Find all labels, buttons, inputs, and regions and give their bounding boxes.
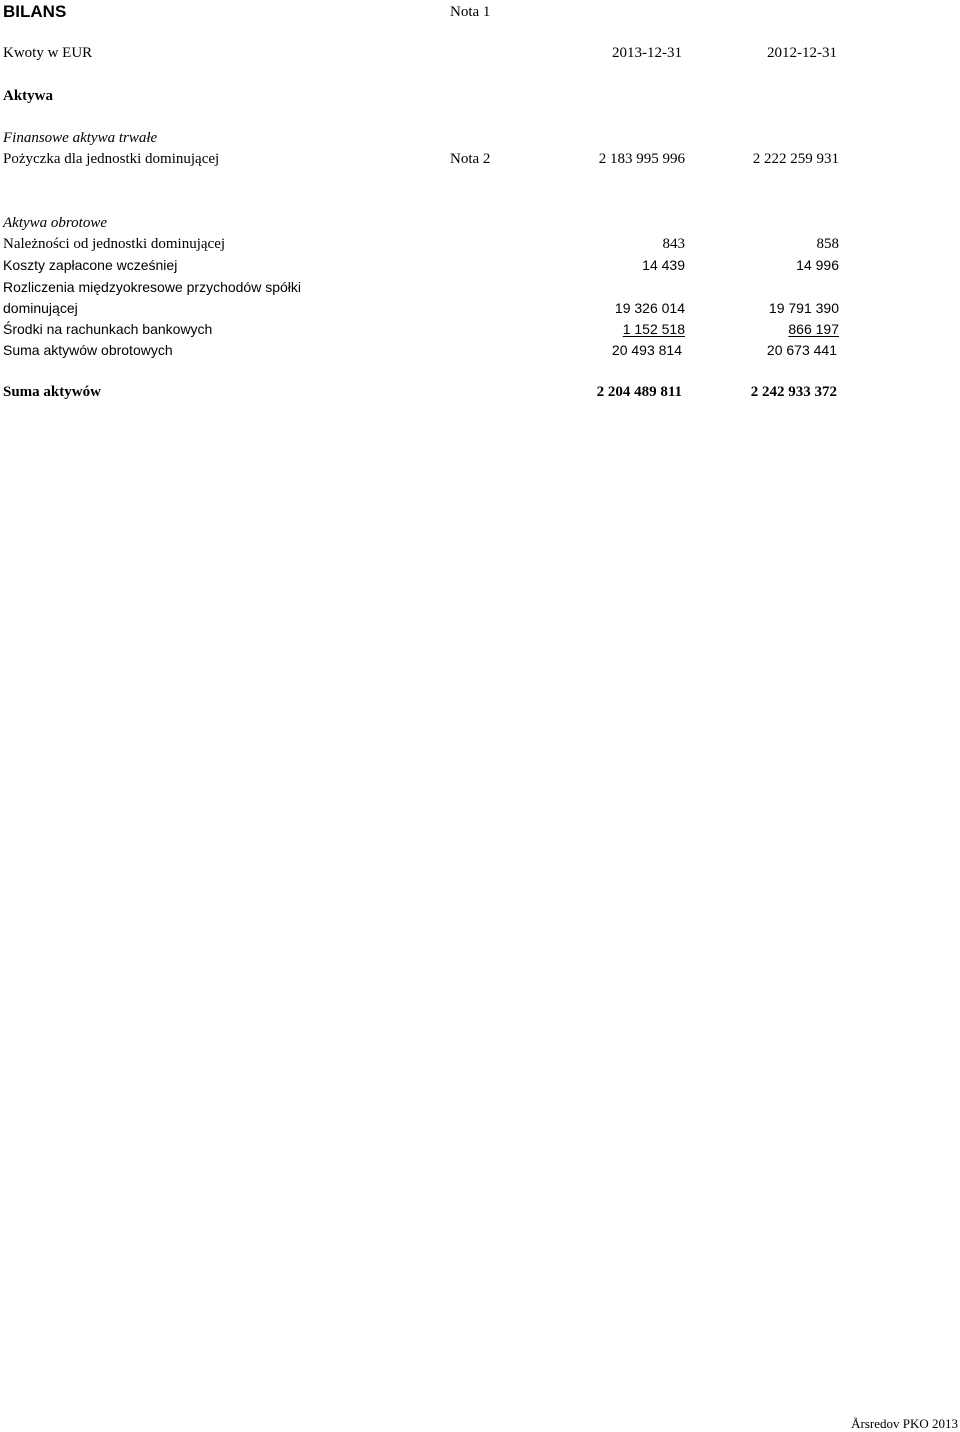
receivables-value-2013: 843	[662, 236, 685, 252]
prepaid-value-2012: 14 996	[796, 257, 839, 273]
accruals-value-2012: 19 791 390	[768, 300, 839, 316]
fixed-assets-heading: Finansowe aktywa trwałe	[3, 130, 158, 146]
prepaid-value-2013: 14 439	[642, 257, 685, 273]
footer-text: Årsredov PKO 2013	[851, 1416, 958, 1431]
current-assets-total-label: Suma aktywów obrotowych	[3, 342, 173, 358]
accruals-value-2013: 19 326 014	[614, 300, 685, 316]
loan-value-2012: 2 222 259 931	[752, 151, 839, 167]
loan-value-2013: 2 183 995 996	[598, 151, 685, 167]
column-header-2013: 2013-12-31	[612, 45, 682, 61]
page-title: BILANS	[3, 2, 67, 21]
total-assets-2013: 2 204 489 811	[596, 384, 682, 400]
receivables-value-2012: 858	[816, 236, 839, 252]
total-assets-label: Suma aktywów	[3, 384, 101, 400]
loan-label: Pożyczka dla jednostki dominującej	[3, 151, 220, 167]
current-assets-total-2012: 20 673 441	[766, 342, 837, 358]
section-title: Aktywa	[3, 88, 54, 104]
receivables-label: Należności od jednostki dominującej	[3, 236, 226, 252]
loan-note: Nota 2	[450, 151, 491, 167]
column-header-2012: 2012-12-31	[767, 45, 837, 61]
current-assets-total-2013: 20 493 814	[611, 342, 682, 358]
note-label: Nota 1	[450, 4, 491, 20]
prepaid-label: Koszty zapłacone wcześniej	[3, 257, 178, 273]
cash-value-2012: 866 197	[788, 321, 839, 337]
cash-value-2013: 1 152 518	[622, 321, 685, 337]
currency-label: Kwoty w EUR	[3, 45, 93, 61]
total-assets-2012: 2 242 933 372	[750, 384, 837, 400]
accruals-label-line1: Rozliczenia międzyokresowe przychodów spółki	[3, 279, 302, 295]
accruals-label-line2: dominującej	[3, 300, 78, 316]
cash-label: Środki na rachunkach bankowych	[3, 321, 213, 337]
current-assets-heading: Aktywa obrotowe	[3, 215, 108, 231]
